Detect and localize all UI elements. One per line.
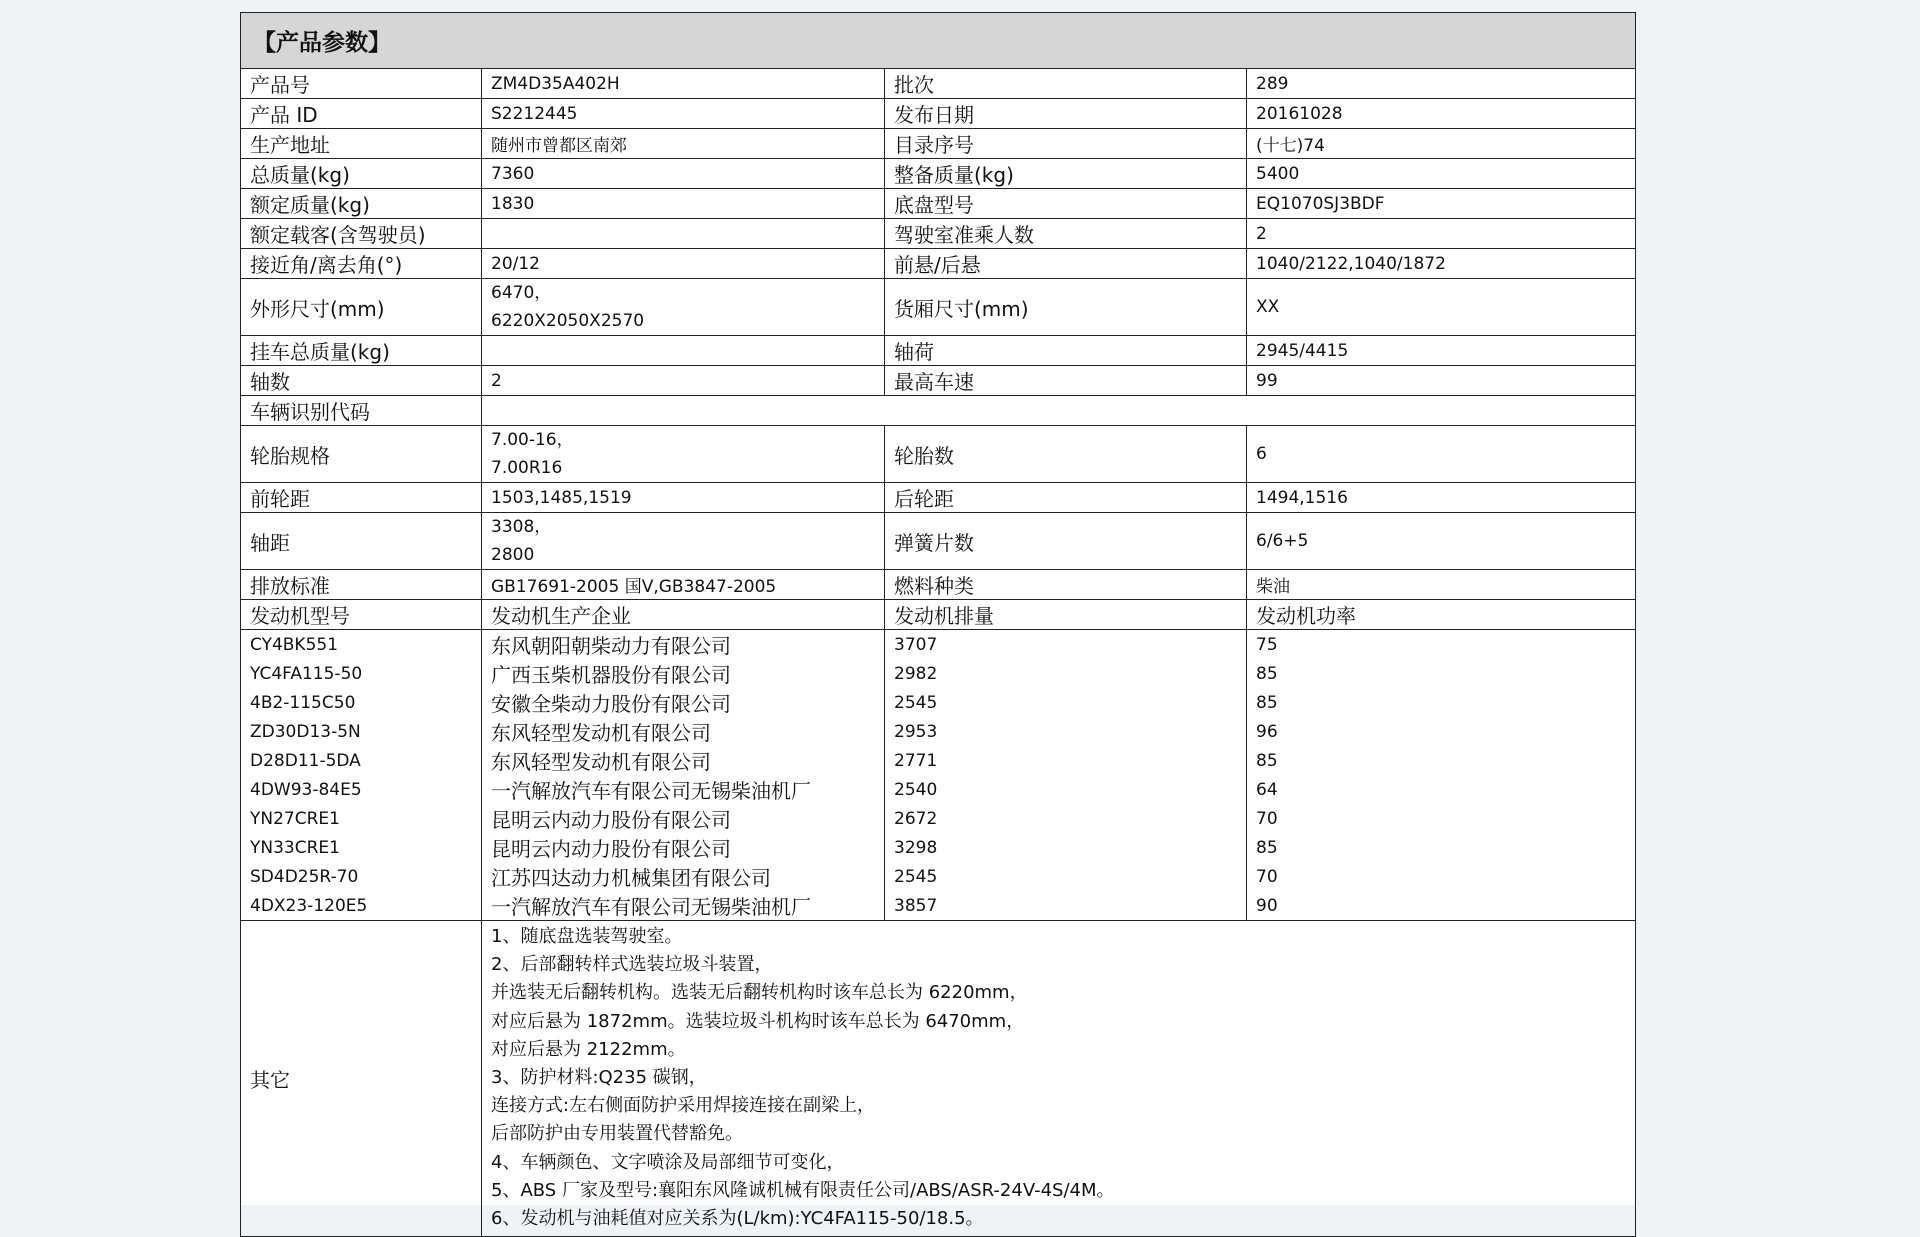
param-value-line: 1494,1516 [1256, 487, 1348, 508]
param-value-line: 6220X2050X2570 [491, 311, 645, 331]
param-value-line: 20161028 [1256, 103, 1343, 124]
param-value-line: 1830 [491, 193, 535, 214]
engine-displacement: 2672 [885, 804, 1247, 833]
param-value [1247, 513, 1636, 570]
param-value-line: (十七)74 [1256, 136, 1325, 156]
param-value-line: 2800 [491, 545, 535, 565]
note-line: 1、随底盘选装驾驶室。 [491, 926, 683, 947]
engine-displacement: 3707 [885, 630, 1247, 660]
param-value [482, 249, 885, 279]
engine-model: CY4BK551 [241, 630, 482, 660]
param-value-line: 2945/4415 [1256, 340, 1349, 361]
engine-column-header: 发动机生产企业 [482, 600, 885, 630]
engine-maker: 东风朝阳朝柴动力有限公司 [482, 630, 885, 660]
param-label: 发布日期 [885, 99, 1247, 129]
param-label: 总质量(kg) [241, 159, 482, 189]
param-row [241, 483, 1636, 513]
param-value [1247, 426, 1636, 483]
param-label: 挂车总质量(kg) [241, 336, 482, 366]
engine-column-header: 发动机功率 [1247, 600, 1636, 630]
param-label: 外形尺寸(mm) [241, 279, 482, 336]
engine-model: ZD30D13-5N [241, 717, 482, 746]
note-line: 3、防护材料:Q235 碳钢， [491, 1067, 707, 1089]
engine-row [241, 862, 1636, 891]
param-value [482, 129, 885, 159]
param-row [241, 219, 1636, 249]
param-label: 轮胎规格 [241, 426, 482, 483]
engine-column-header: 发动机型号 [241, 600, 482, 630]
param-value-line: EQ1070SJ3BDF [1256, 193, 1385, 214]
param-label: 后轮距 [885, 483, 1247, 513]
note-line: 5、ABS 厂家及型号:襄阳东风隆诚机械有限责任公司/ABS/ASR-24V-4S/4M。 [491, 1179, 1115, 1201]
engine-maker: 广西玉柴机器股份有限公司 [482, 659, 885, 688]
param-value-line: 6470， [491, 283, 552, 303]
param-value [1247, 336, 1636, 366]
engine-maker: 安徽全柴动力股份有限公司 [482, 688, 885, 717]
param-row [241, 129, 1636, 159]
param-value [1247, 189, 1636, 219]
other-label: 其它 [241, 921, 482, 1237]
param-label: 额定载客(含驾驶员) [241, 219, 482, 249]
engine-column-header: 发动机排量 [885, 600, 1247, 630]
param-value-line: 柴油 [1256, 577, 1290, 597]
engine-maker: 东风轻型发动机有限公司 [482, 717, 885, 746]
param-value-line: 随州市曾都区南郊 [491, 136, 627, 156]
param-row [241, 249, 1636, 279]
param-row [241, 99, 1636, 129]
param-value-line: 289 [1256, 73, 1289, 94]
param-value-line: ZM4D35A402H [491, 73, 620, 94]
engine-row [241, 630, 1636, 660]
param-value [1247, 129, 1636, 159]
param-value-line: 20/12 [491, 253, 540, 274]
engine-header-row [241, 600, 1636, 630]
other-notes [482, 921, 1636, 1237]
param-value [482, 513, 885, 570]
engine-power: 75 [1247, 630, 1636, 660]
param-value [482, 279, 885, 336]
spec-table-body [241, 13, 1636, 1237]
engine-model: 4DW93-84E5 [241, 775, 482, 804]
engine-model: YN33CRE1 [241, 833, 482, 862]
param-label: 整备质量(kg) [885, 159, 1247, 189]
param-label: 最高车速 [885, 366, 1247, 396]
engine-power: 64 [1247, 775, 1636, 804]
param-label: 生产地址 [241, 129, 482, 159]
engine-power: 85 [1247, 659, 1636, 688]
note-line: 对应后悬为 1872mm。选装垃圾斗机构时该车总长为 6470mm， [491, 1010, 1025, 1032]
product-parameter-sheet [240, 12, 1635, 1230]
param-value-line: 7360 [491, 163, 535, 184]
param-label: 轴荷 [885, 336, 1247, 366]
engine-model: YN27CRE1 [241, 804, 482, 833]
note-line: 6、发动机与油耗值对应关系为(L/km):YC4FA115-50/18.5。 [491, 1208, 984, 1230]
engine-model: D28D11-5DA [241, 746, 482, 775]
param-value-line: 6/6+5 [1256, 531, 1309, 551]
param-label: 轴数 [241, 366, 482, 396]
param-value [482, 99, 885, 129]
engine-row [241, 804, 1636, 833]
engine-displacement: 2982 [885, 659, 1247, 688]
engine-displacement: 3857 [885, 891, 1247, 921]
param-value [482, 483, 885, 513]
param-row [241, 159, 1636, 189]
engine-row [241, 688, 1636, 717]
param-label: 燃料种类 [885, 570, 1247, 600]
param-label: 额定质量(kg) [241, 189, 482, 219]
engine-maker: 昆明云内动力股份有限公司 [482, 833, 885, 862]
param-value [1247, 249, 1636, 279]
param-label: 前轮距 [241, 483, 482, 513]
param-label: 产品号 [241, 69, 482, 99]
param-row [241, 426, 1636, 483]
note-line: 后部防护由专用装置代替豁免。 [491, 1123, 743, 1145]
param-value-line: XX [1256, 297, 1280, 317]
param-value [1247, 69, 1636, 99]
param-row [241, 69, 1636, 99]
param-value [482, 69, 885, 99]
engine-power: 96 [1247, 717, 1636, 746]
param-value-line: S2212445 [491, 103, 578, 124]
engine-row [241, 659, 1636, 688]
param-row [241, 513, 1636, 570]
engine-displacement: 2771 [885, 746, 1247, 775]
engine-maker: 一汽解放汽车有限公司无锡柴油机厂 [482, 891, 885, 921]
param-value-line: 3308， [491, 517, 552, 537]
param-value [1247, 159, 1636, 189]
param-value [482, 336, 885, 366]
engine-model: YC4FA115-50 [241, 659, 482, 688]
engine-power: 70 [1247, 804, 1636, 833]
param-row [241, 396, 1636, 426]
param-label: 排放标准 [241, 570, 482, 600]
engine-row [241, 717, 1636, 746]
engine-maker: 一汽解放汽车有限公司无锡柴油机厂 [482, 775, 885, 804]
note-line: 并选装无后翻转机构。选装无后翻转机构时该车总长为 6220mm， [491, 982, 1028, 1004]
param-value [1247, 570, 1636, 600]
param-row [241, 189, 1636, 219]
param-label: 接近角/离去角(°) [241, 249, 482, 279]
param-label: 前悬/后悬 [885, 249, 1247, 279]
param-value [482, 366, 885, 396]
section-title: 【产品参数】 [241, 13, 1636, 69]
param-value [482, 570, 885, 600]
engine-maker: 江苏四达动力机械集团有限公司 [482, 862, 885, 891]
section-header-row [241, 13, 1636, 69]
param-value-line: 2 [1256, 223, 1267, 244]
param-label: 轮胎数 [885, 426, 1247, 483]
engine-maker: 昆明云内动力股份有限公司 [482, 804, 885, 833]
param-label: 底盘型号 [885, 189, 1247, 219]
spec-table [240, 12, 1636, 1237]
param-value [1247, 219, 1636, 249]
param-value [1247, 366, 1636, 396]
engine-maker: 东风轻型发动机有限公司 [482, 746, 885, 775]
engine-row [241, 833, 1636, 862]
param-label: 货厢尺寸(mm) [885, 279, 1247, 336]
engine-displacement: 2953 [885, 717, 1247, 746]
engine-displacement: 2540 [885, 775, 1247, 804]
note-line: 连接方式:左右侧面防护采用焊接连接在副梁上， [491, 1095, 876, 1117]
param-value [1247, 483, 1636, 513]
engine-displacement: 2545 [885, 688, 1247, 717]
engine-row [241, 746, 1636, 775]
param-value-line: 2 [491, 370, 502, 391]
engine-power: 70 [1247, 862, 1636, 891]
param-label: 轴距 [241, 513, 482, 570]
engine-power: 85 [1247, 833, 1636, 862]
param-value [482, 396, 1636, 426]
param-label: 车辆识别代码 [241, 396, 482, 426]
param-value-line: 1503,1485,1519 [491, 487, 632, 508]
param-row [241, 279, 1636, 336]
note-line: 4、车辆颜色、文字喷涂及局部细节可变化， [491, 1151, 845, 1173]
param-value-line: GB17691-2005 国Ⅴ,GB3847-2005 [491, 577, 777, 597]
param-value [1247, 279, 1636, 336]
engine-row [241, 775, 1636, 804]
engine-displacement: 3298 [885, 833, 1247, 862]
engine-model: 4B2-115C50 [241, 688, 482, 717]
param-label: 目录序号 [885, 129, 1247, 159]
engine-model: SD4D25R-70 [241, 862, 482, 891]
param-row [241, 336, 1636, 366]
param-value-line: 99 [1256, 370, 1278, 391]
param-value-line: 7.00-16， [491, 430, 574, 450]
param-label: 产品 ID [241, 99, 482, 129]
param-value [482, 426, 885, 483]
param-value-line: 7.00R16 [491, 458, 563, 478]
engine-model: 4DX23-120E5 [241, 891, 482, 921]
engine-power: 85 [1247, 746, 1636, 775]
param-label: 批次 [885, 69, 1247, 99]
note-line: 对应后悬为 2122mm。 [491, 1038, 686, 1060]
param-value [482, 159, 885, 189]
engine-power: 85 [1247, 688, 1636, 717]
param-row [241, 366, 1636, 396]
param-label: 弹簧片数 [885, 513, 1247, 570]
other-row [241, 921, 1636, 1237]
param-row [241, 570, 1636, 600]
engine-row [241, 891, 1636, 921]
engine-displacement: 2545 [885, 862, 1247, 891]
param-value [482, 189, 885, 219]
param-value-line: 5400 [1256, 163, 1300, 184]
param-label: 驾驶室准乘人数 [885, 219, 1247, 249]
param-value-line: 6 [1256, 444, 1267, 464]
note-line: 2、后部翻转样式选装垃圾斗装置， [491, 954, 773, 976]
param-value [1247, 99, 1636, 129]
param-value-line: 1040/2122,1040/1872 [1256, 253, 1446, 274]
engine-power: 90 [1247, 891, 1636, 921]
param-value [482, 219, 885, 249]
